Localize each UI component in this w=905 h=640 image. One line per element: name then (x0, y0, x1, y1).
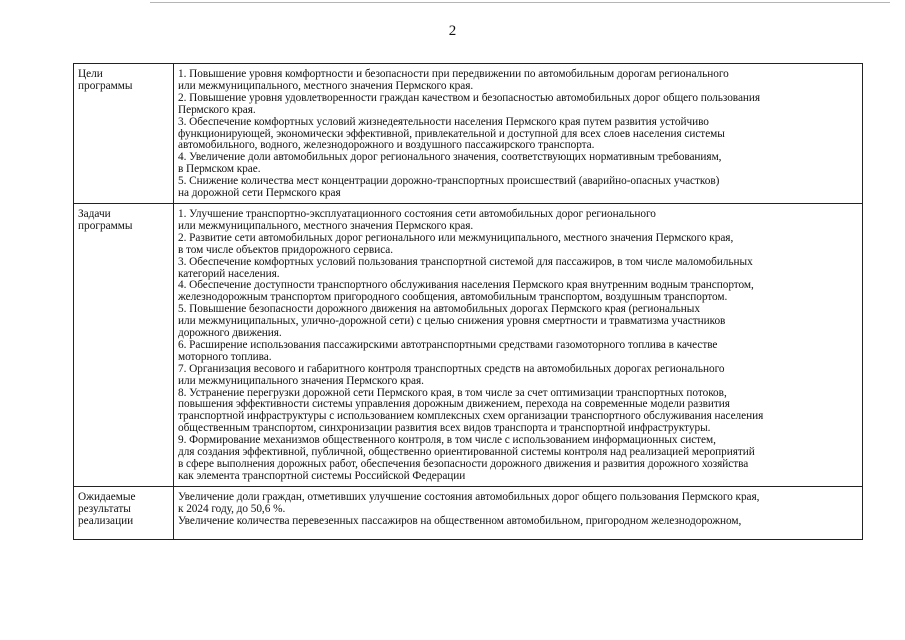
label-line: результаты (78, 502, 131, 515)
row-content-results (174, 486, 863, 539)
label-line: Цели (78, 68, 103, 80)
task-item-8-line: повышения эффективности системы управления дорожным движением, перехода на современные модели развития (178, 398, 730, 411)
goal-item-4-line: в Пермском крае. (178, 163, 261, 176)
task-item-4-line: железнодорожным транспортом пригородного сообщения, автомобильным транспортом, воздушным транспортом. (178, 291, 728, 304)
goal-item-5-line: 5. Снижение количества мест концентрации дорожно-транспортных происшествий (аварийно-опасных участков) (178, 175, 720, 188)
task-item-7-line: или межмуниципального значения Пермского края. (178, 374, 424, 387)
task-item-9-line: для создания эффективной, публичной, общественно ориентированной системы контроля над реализацией мероприятий (178, 446, 755, 459)
task-item-2-line: 2. Развитие сети автомобильных дорог регионального или межмуниципального, местного значения Пермского края, (178, 231, 734, 244)
table-row-tasks (74, 203, 863, 486)
top-border-line (150, 2, 890, 3)
task-item-6-line: 6. Расширение использования пассажирскими автотранспортными средствами газомоторного топлива в качестве (178, 338, 718, 351)
label-line: Задачи (78, 207, 111, 220)
page-number: 2 (448, 23, 457, 39)
task-item-8-line: 8. Устранение перегрузки дорожной сети Пермского края, в том числе за счет оптимизации транспортных потоков, (178, 386, 727, 399)
row-content-tasks (174, 203, 863, 486)
task-item-9-line: 9. Формирование механизмов общественного контроля, в том числе с использованием информационных систем, (178, 434, 716, 447)
task-item-2-line: в том числе объектов придорожного сервиса. (178, 243, 394, 256)
result-item-1-line: Увеличение доли граждан, отметивших улучшение состояния автомобильных дорог общего пользования Пермского края, (178, 490, 760, 503)
task-item-9-line: как элемента транспортной системы Российской Федерации (178, 469, 466, 482)
task-item-4-line: 4. Обеспечение доступности транспортного обслуживания населения Пермского края внутренним водным транспортом, (178, 279, 754, 292)
goal-item-1-line: 1. Повышение уровня комфортности и безопасности при передвижении по автомобильным дорогам регионального (178, 68, 729, 80)
task-item-7-line: 7. Организация весового и габаритного контроля транспортных средств на автомобильных дорогах регионального (178, 362, 725, 375)
result-item-1-line: к 2024 году, до 50,6 %. (178, 502, 286, 515)
goal-item-3-line: функционирующей, экономически эффективной, привлекательной и доступной для всех слоев населения системы (178, 127, 725, 140)
goal-item-2-line: 2. Повышение уровня удовлетворенности граждан качеством и безопасностью автомобильных дорог общего пользования (178, 91, 761, 104)
label-line: реализации (78, 514, 134, 527)
task-item-1-line: или межмуниципального, местного значения Пермского края. (178, 219, 474, 232)
task-item-1-line: 1. Улучшение транспортно-эксплуатационного состояния сети автомобильных дорог регионального (178, 207, 656, 220)
table-row-goals (74, 64, 863, 204)
task-item-5-line: или межмуниципальных, улично-дорожной сети) с целью снижения уровня смертности и травматизма участников (178, 315, 726, 328)
program-passport-table (73, 63, 863, 540)
label-line: программы (78, 79, 133, 92)
table-row-results (74, 486, 863, 539)
task-item-6-line: моторного топлива. (178, 350, 272, 363)
row-content-goals (174, 64, 863, 204)
row-label-goals (74, 64, 174, 204)
goal-item-2-line: Пермского края. (178, 103, 256, 116)
goal-item-3-line: 3. Обеспечение комфортных условий жизнедеятельности населения Пермского края путем развития устойчиво (178, 115, 709, 128)
task-item-8-line: общественным транспортом, синхронизации развития всех видов транспорта и транспортной инфраструктуры. (178, 422, 711, 435)
label-line: программы (78, 219, 133, 232)
goal-item-3-line: автомобильного, водного, железнодорожного и воздушного пассажирского транспорта. (178, 139, 595, 152)
task-item-3-line: 3. Обеспечение комфортных условий пользования транспортной системой для пассажиров, в том числе маломобильных (178, 255, 753, 268)
goal-item-5-line: на дорожной сети Пермского края (178, 187, 341, 200)
goal-item-4-line: 4. Увеличение доли автомобильных дорог регионального значения, соответствующих нормативным требованиям, (178, 151, 722, 164)
row-label-results (74, 486, 174, 539)
result-item-2-line: Увеличение количества перевезенных пассажиров на общественном автомобильном, пригородном железнодорожном, (178, 514, 742, 527)
goal-item-1-line: или межмуниципального, местного значения Пермского края. (178, 79, 474, 92)
task-item-3-line: категорий населения. (178, 267, 280, 280)
task-item-8-line: транспортной инфраструктуры с использованием комплексных схем организации транспортного обслуживания населения (178, 410, 764, 423)
task-item-5-line: 5. Повышение безопасности дорожного движения на автомобильных дорогах Пермского края (региональных (178, 303, 700, 316)
row-label-tasks (74, 203, 174, 486)
label-line: Ожидаемые (78, 490, 136, 503)
task-item-9-line: в сфере выполнения дорожных работ, обеспечения безопасности дорожного движения и развития дорожного хозяйства (178, 458, 749, 470)
task-item-5-line: дорожного движения. (178, 327, 282, 340)
